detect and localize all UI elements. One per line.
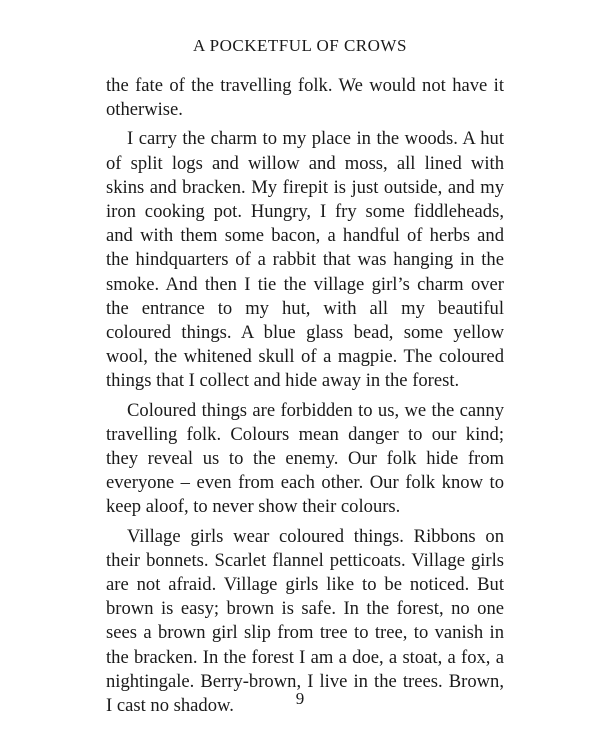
body-text — [106, 74, 504, 723]
paragraph-1: the fate of the travelling folk. We would not have it otherwise. — [106, 75, 504, 121]
paragraph-3: Coloured things are forbidden to us, we the canny travelling folk. Colours mean danger to our kind; they reveal us to the enemy. Our folk hide from everyone – even from each other. Our folk know to keep aloof, to never show their colours. — [106, 399, 504, 518]
running-head: A POCKETFUL OF CROWS — [193, 36, 407, 55]
paragraph-4: Village girls wear coloured things. Ribbons on their bonnets. Scarlet flannel petticoats. Village girls are not afraid. Village girls like to be noticed. But brown is easy; brown is safe. In the forest, no one sees a brown girl slip from tree to tree, to vanish in the bracken. In the forest I am a doe, a stoat, a fox, a nightingale. Berry-brown, I live in the trees. Brown, I cast no shadow. — [106, 525, 504, 717]
paragraph-2: I carry the charm to my place in the woods. A hut of split logs and willow and moss, all lined with skins and bracken. My firepit is just outside, and my iron cooking pot. Hungry, I fry some fiddleheads, and with them some bacon, a handful of herbs and the hindquarters of a rabbit that was hanging in the smoke. And then I tie the village girl’s charm over the entrance to my hut, with all my beautiful coloured things. A blue glass bead, some yellow wool, the whitened skull of a magpie. The coloured things that I collect and hide away in the forest. — [106, 128, 504, 392]
page-number: 9 — [295, 689, 305, 708]
